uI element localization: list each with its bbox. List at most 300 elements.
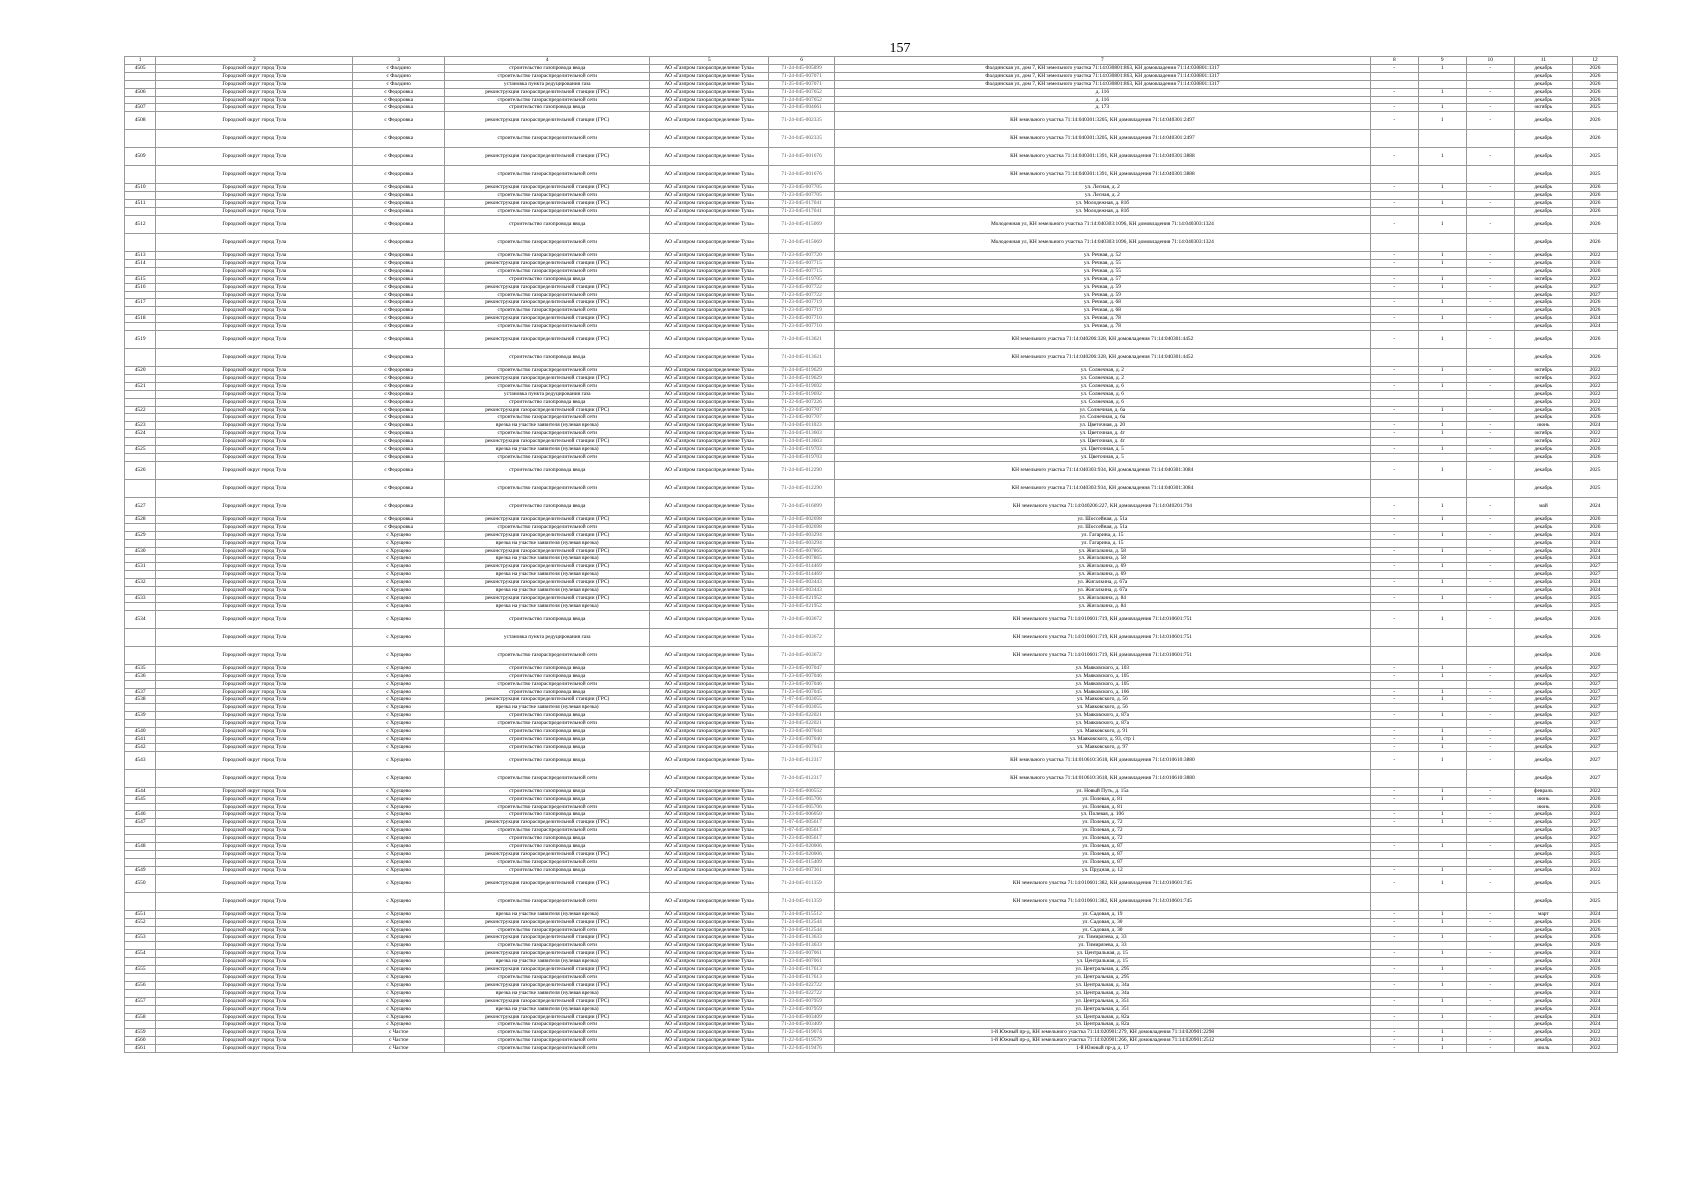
table-row (125, 942, 1618, 950)
address-cell: ул. Солнечная, д. 2 (834, 374, 1370, 382)
month-cell: декабрь (1514, 811, 1572, 819)
year-cell: 2027 (1573, 680, 1618, 688)
column-10-cell: - (1466, 112, 1514, 130)
address-cell: ул. Полевая, д. 72 (834, 827, 1370, 835)
table-row (125, 233, 1618, 251)
application-id-cell: 71-23-045-000552 (769, 787, 835, 795)
year-cell: 2022 (1573, 430, 1618, 438)
address-cell: ул. Цветочная, д. 5 (834, 454, 1370, 462)
row-number-cell (125, 539, 156, 547)
column-9-cell: 1 (1418, 515, 1466, 523)
settlement-cell: с Федоровка (353, 422, 445, 430)
organization-cell: АО «Газпром газораспределение Тула» (650, 299, 769, 307)
year-cell: 2024 (1573, 555, 1618, 563)
work-type-cell: строительство газопровода ввода (445, 743, 650, 751)
address-cell: ул. Тимирязева, д. 33 (834, 934, 1370, 942)
column-9-cell (1418, 349, 1466, 367)
settlement-cell: с Федоровка (353, 515, 445, 523)
month-cell: декабрь (1514, 704, 1572, 712)
application-id-cell: 71-23-045-007959 (769, 997, 835, 1005)
application-id-cell: 71-24-045-007652 (769, 96, 835, 104)
application-id-cell: 71-23-045-007044 (769, 728, 835, 736)
table-row (125, 479, 1618, 497)
application-id-cell: 71-24-045-003672 (769, 610, 835, 628)
row-number-cell (125, 438, 156, 446)
column-8-cell (1370, 720, 1418, 728)
settlement-cell: с Федоровка (353, 438, 445, 446)
settlement-cell: с Федоровка (353, 283, 445, 291)
district-cell: Городской округ город Тула (156, 874, 353, 892)
row-number-cell: 4550 (125, 874, 156, 892)
organization-cell: АО «Газпром газораспределение Тула» (650, 1029, 769, 1037)
work-type-cell: реконструкция газораспределительной станции (ГРС) (445, 283, 650, 291)
address-cell: ул. Речная, д. 78 (834, 315, 1370, 323)
row-number-cell: 4547 (125, 819, 156, 827)
column-9-cell: 1 (1418, 981, 1466, 989)
table-row (125, 851, 1618, 859)
column-9-cell (1418, 571, 1466, 579)
year-cell: 2025 (1573, 594, 1618, 602)
table-row (125, 918, 1618, 926)
row-number-cell: 4515 (125, 275, 156, 283)
column-8-cell: - (1370, 910, 1418, 918)
work-type-cell: строительство газопровода ввода (445, 215, 650, 233)
column-9-cell: 1 (1418, 406, 1466, 414)
application-id-cell: 71-24-045-013621 (769, 349, 835, 367)
district-cell: Городской округ город Тула (156, 555, 353, 563)
row-number-cell: 4516 (125, 283, 156, 291)
month-cell: декабрь (1514, 184, 1572, 192)
column-10-cell (1466, 307, 1514, 315)
table-row (125, 80, 1618, 88)
application-id-cell: 71-24-045-012290 (769, 479, 835, 497)
month-cell: декабрь (1514, 1037, 1572, 1045)
column-8-cell: - (1370, 728, 1418, 736)
column-10-cell (1466, 398, 1514, 406)
organization-cell: АО «Газпром газораспределение Тула» (650, 374, 769, 382)
district-cell: Городской округ город Тула (156, 610, 353, 628)
row-number-cell: 4528 (125, 515, 156, 523)
row-number-cell: 4555 (125, 966, 156, 974)
year-cell: 2022 (1573, 438, 1618, 446)
month-cell: декабрь (1514, 307, 1572, 315)
organization-cell: АО «Газпром газораспределение Тула» (650, 610, 769, 628)
column-9-cell: 1 (1418, 1013, 1466, 1021)
month-cell: декабрь (1514, 1005, 1572, 1013)
month-cell: декабрь (1514, 1021, 1572, 1029)
column-9-cell: 1 (1418, 610, 1466, 628)
work-type-cell: реконструкция газораспределительной станции (ГРС) (445, 299, 650, 307)
application-id-cell: 71-24-045-015069 (769, 215, 835, 233)
column-10-cell: - (1466, 446, 1514, 454)
address-cell: ул. Гагарина, д. 15 (834, 531, 1370, 539)
column-10-cell (1466, 851, 1514, 859)
district-cell: Городской округ город Тула (156, 664, 353, 672)
column-10-cell (1466, 166, 1514, 184)
work-type-cell: реконструкция газораспределительной станции (ГРС) (445, 981, 650, 989)
column-10-cell (1466, 892, 1514, 910)
column-8-cell: - (1370, 795, 1418, 803)
row-number-cell: 4508 (125, 112, 156, 130)
table-row (125, 367, 1618, 375)
work-type-cell: строительство газопровода ввода (445, 664, 650, 672)
district-cell: Городской округ город Тула (156, 989, 353, 997)
table-row (125, 454, 1618, 462)
year-cell: 2026 (1573, 184, 1618, 192)
district-cell: Городской округ город Тула (156, 523, 353, 531)
column-9-cell: 1 (1418, 104, 1466, 112)
year-cell: 2024 (1573, 950, 1618, 958)
column-9-cell: 1 (1418, 531, 1466, 539)
settlement-cell: с Федоровка (353, 479, 445, 497)
column-8-cell (1370, 390, 1418, 398)
row-number-cell: 4518 (125, 315, 156, 323)
month-cell: декабрь (1514, 148, 1572, 166)
work-type-cell: строительство газопровода ввода (445, 64, 650, 72)
table-row (125, 989, 1618, 997)
district-cell: Городской округ город Тула (156, 1045, 353, 1053)
settlement-cell: с Хрущево (353, 571, 445, 579)
column-10-cell: - (1466, 104, 1514, 112)
column-9-cell (1418, 973, 1466, 981)
column-8-cell (1370, 851, 1418, 859)
year-cell: 2025 (1573, 851, 1618, 859)
year-cell: 2026 (1573, 628, 1618, 646)
table-row (125, 406, 1618, 414)
year-cell: 2026 (1573, 130, 1618, 148)
column-10-cell: - (1466, 688, 1514, 696)
row-number-cell: 4517 (125, 299, 156, 307)
work-type-cell: строительство газопровода ввода (445, 751, 650, 769)
work-type-cell: строительство газопровода ввода (445, 811, 650, 819)
year-cell: 2027 (1573, 728, 1618, 736)
work-type-cell: строительство газораспределительной сети (445, 803, 650, 811)
settlement-cell: с Хрущево (353, 587, 445, 595)
column-8-cell: - (1370, 843, 1418, 851)
column-9-cell: 1 (1418, 112, 1466, 130)
row-number-cell (125, 414, 156, 422)
column-9-cell: 1 (1418, 1029, 1466, 1037)
organization-cell: АО «Газпром газораспределение Тула» (650, 215, 769, 233)
district-cell: Городской округ город Тула (156, 398, 353, 406)
row-number-cell: 4546 (125, 811, 156, 819)
column-9-cell: 1 (1418, 315, 1466, 323)
organization-cell: АО «Газпром газораспределение Тула» (650, 64, 769, 72)
work-type-cell: реконструкция газораспределительной станции (ГРС) (445, 934, 650, 942)
column-10-cell: - (1466, 215, 1514, 233)
row-number-cell (125, 769, 156, 787)
month-cell: декабрь (1514, 398, 1572, 406)
application-id-cell: 71-24-045-017613 (769, 966, 835, 974)
column-8-cell: - (1370, 751, 1418, 769)
month-cell: декабрь (1514, 200, 1572, 208)
row-number-cell (125, 571, 156, 579)
organization-cell: АО «Газпром газораспределение Тула» (650, 479, 769, 497)
row-number-cell (125, 323, 156, 331)
month-cell: декабрь (1514, 88, 1572, 96)
address-cell: ул. Садовая, д. 30 (834, 918, 1370, 926)
column-9-cell (1418, 646, 1466, 664)
application-id-cell: 71-23-045-019692 (769, 390, 835, 398)
month-cell: декабрь (1514, 251, 1572, 259)
district-cell: Городской округ город Тула (156, 858, 353, 866)
organization-cell: АО «Газпром газораспределение Тула» (650, 367, 769, 375)
row-number-cell (125, 555, 156, 563)
column-9-cell: 1 (1418, 866, 1466, 874)
address-cell: КН земельного участка 71:14:010601:382, КН домовладения 71:14:010601:745 (834, 892, 1370, 910)
table-row (125, 291, 1618, 299)
address-cell: ул. Полевая, д. 87 (834, 858, 1370, 866)
month-cell: декабрь (1514, 926, 1572, 934)
work-type-cell: реконструкция газораспределительной станции (ГРС) (445, 579, 650, 587)
column-9-cell (1418, 96, 1466, 104)
row-number-cell: 4561 (125, 1045, 156, 1053)
table-row (125, 610, 1618, 628)
work-type-cell: строительство газопровода ввода (445, 735, 650, 743)
column-10-cell: - (1466, 981, 1514, 989)
application-id-cell: 71-24-045-003409 (769, 1021, 835, 1029)
table-row (125, 430, 1618, 438)
column-10-cell (1466, 390, 1514, 398)
year-cell: 2026 (1573, 96, 1618, 104)
work-type-cell: реконструкция газораспределительной станции (ГРС) (445, 331, 650, 349)
work-type-cell: строительство газопровода ввода (445, 712, 650, 720)
organization-cell: АО «Газпром газораспределение Тула» (650, 398, 769, 406)
table-row (125, 1037, 1618, 1045)
settlement-cell: с Федоровка (353, 291, 445, 299)
settlement-cell: с Хрущево (353, 672, 445, 680)
year-cell: 2026 (1573, 233, 1618, 251)
column-9-cell (1418, 1005, 1466, 1013)
address-cell: ул. Центральная, д. 351 (834, 1005, 1370, 1013)
table-row (125, 966, 1618, 974)
address-cell: ул. Маяковского, д. 105 (834, 680, 1370, 688)
year-cell: 2026 (1573, 795, 1618, 803)
table-row (125, 72, 1618, 80)
row-number-cell: 4545 (125, 795, 156, 803)
district-cell: Городской округ город Тула (156, 803, 353, 811)
organization-cell: АО «Газпром газораспределение Тула» (650, 579, 769, 587)
organization-cell: АО «Газпром газораспределение Тула» (650, 743, 769, 751)
address-cell: ул. Маяковского, д. 97 (834, 743, 1370, 751)
work-type-cell: реконструкция газораспределительной станции (ГРС) (445, 696, 650, 704)
column-8-cell: - (1370, 735, 1418, 743)
row-number-cell (125, 96, 156, 104)
column-10-cell: - (1466, 422, 1514, 430)
organization-cell: АО «Газпром газораспределение Тула» (650, 539, 769, 547)
application-id-cell: 71-23-045-020006 (769, 843, 835, 851)
table-row (125, 414, 1618, 422)
year-cell: 2027 (1573, 827, 1618, 835)
address-cell: ул. Маяковского, д. 56 (834, 696, 1370, 704)
column-10-cell (1466, 571, 1514, 579)
month-cell: декабрь (1514, 531, 1572, 539)
work-type-cell: реконструкция газораспределительной станции (ГРС) (445, 1013, 650, 1021)
application-id-cell: 71-24-045-012290 (769, 461, 835, 479)
settlement-cell: с Хрущево (353, 1013, 445, 1021)
column-8-cell (1370, 323, 1418, 331)
column-10-cell (1466, 958, 1514, 966)
settlement-cell: с Хрущево (353, 646, 445, 664)
address-cell: ул. Речная, д. 55 (834, 259, 1370, 267)
column-8-cell: - (1370, 515, 1418, 523)
settlement-cell: с Хрущево (353, 680, 445, 688)
column-9-cell: 1 (1418, 497, 1466, 515)
settlement-cell: с Фалдино (353, 80, 445, 88)
application-id-cell: 71-23-045-005706 (769, 795, 835, 803)
row-number-cell: 4552 (125, 918, 156, 926)
year-cell: 2026 (1573, 259, 1618, 267)
column-10-cell: - (1466, 918, 1514, 926)
district-cell: Городской округ город Тула (156, 743, 353, 751)
district-cell: Городской округ город Тула (156, 728, 353, 736)
district-cell: Городской округ город Тула (156, 166, 353, 184)
work-type-cell: реконструкция газораспределительной станции (ГРС) (445, 997, 650, 1005)
column-9-cell (1418, 803, 1466, 811)
application-id-cell: 71-07-045-003055 (769, 704, 835, 712)
month-cell: декабрь (1514, 769, 1572, 787)
organization-cell: АО «Газпром газораспределение Тула» (650, 422, 769, 430)
column-9-cell: 1 (1418, 259, 1466, 267)
organization-cell: АО «Газпром газораспределение Тула» (650, 1021, 769, 1029)
year-cell: 2026 (1573, 973, 1618, 981)
settlement-cell: с Хрущево (353, 602, 445, 610)
organization-cell: АО «Газпром газораспределение Тула» (650, 628, 769, 646)
column-9-cell (1418, 208, 1466, 216)
application-id-cell: 71-07-045-005617 (769, 827, 835, 835)
row-number-cell (125, 192, 156, 200)
application-id-cell: 71-24-045-022722 (769, 981, 835, 989)
application-id-cell: 71-24-045-003443 (769, 579, 835, 587)
row-number-cell (125, 307, 156, 315)
organization-cell: АО «Газпром газораспределение Тула» (650, 307, 769, 315)
application-id-cell: 71-24-045-021952 (769, 602, 835, 610)
table-row (125, 680, 1618, 688)
district-cell: Городской округ город Тула (156, 104, 353, 112)
month-cell: декабрь (1514, 646, 1572, 664)
table-row (125, 438, 1618, 446)
district-cell: Городской округ город Тула (156, 1029, 353, 1037)
column-9-cell (1418, 80, 1466, 88)
year-cell: 2022 (1573, 811, 1618, 819)
column-8-cell (1370, 858, 1418, 866)
month-cell: декабрь (1514, 291, 1572, 299)
settlement-cell: с Хрущево (353, 981, 445, 989)
row-number-cell: 4538 (125, 696, 156, 704)
row-number-cell: 4527 (125, 497, 156, 515)
year-cell: 2025 (1573, 479, 1618, 497)
row-number-cell: 4535 (125, 664, 156, 672)
column-header-6: 6 (769, 57, 835, 65)
column-9-cell: 1 (1418, 819, 1466, 827)
application-id-cell: 71-23-045-007040 (769, 735, 835, 743)
month-cell: декабрь (1514, 166, 1572, 184)
month-cell: декабрь (1514, 259, 1572, 267)
row-number-cell: 4511 (125, 200, 156, 208)
table-row (125, 215, 1618, 233)
organization-cell: АО «Газпром газораспределение Тула» (650, 96, 769, 104)
table-row (125, 704, 1618, 712)
column-8-cell (1370, 307, 1418, 315)
district-cell: Городской округ город Тула (156, 866, 353, 874)
application-id-cell: 71-23-045-007361 (769, 866, 835, 874)
application-id-cell: 71-23-045-007720 (769, 251, 835, 259)
row-number-cell (125, 72, 156, 80)
district-cell: Городской округ город Тула (156, 148, 353, 166)
work-type-cell: строительство газораспределительной сети (445, 942, 650, 950)
row-number-cell (125, 646, 156, 664)
row-number-cell: 4558 (125, 1013, 156, 1021)
month-cell: декабрь (1514, 446, 1572, 454)
address-cell: ул. Центральная, д. 82а (834, 1013, 1370, 1021)
month-cell: декабрь (1514, 866, 1572, 874)
month-cell: декабрь (1514, 192, 1572, 200)
year-cell: 2024 (1573, 958, 1618, 966)
settlement-cell: с Федоровка (353, 200, 445, 208)
address-cell: ул. Солнечная, д. 6а (834, 406, 1370, 414)
address-cell: КН земельного участка 71:14:040301:3205, КН домовладения 71:14:040301:2497 (834, 130, 1370, 148)
column-8-cell (1370, 827, 1418, 835)
column-8-cell (1370, 989, 1418, 997)
address-cell: ул. Маяковского, д. 93, стр 1 (834, 735, 1370, 743)
column-10-cell (1466, 349, 1514, 367)
column-9-cell: 1 (1418, 664, 1466, 672)
table-row (125, 390, 1618, 398)
year-cell: 2026 (1573, 966, 1618, 974)
work-type-cell: строительство газопровода ввода (445, 728, 650, 736)
month-cell: октябрь (1514, 275, 1572, 283)
address-cell: ул. Центральная, д. 34а (834, 989, 1370, 997)
address-cell: д. 116 (834, 96, 1370, 104)
work-type-cell: установка пункта редуцирования газа (445, 390, 650, 398)
year-cell: 2026 (1573, 926, 1618, 934)
column-8-cell (1370, 973, 1418, 981)
month-cell: декабрь (1514, 515, 1572, 523)
row-number-cell (125, 602, 156, 610)
table-row (125, 200, 1618, 208)
row-number-cell: 4548 (125, 843, 156, 851)
column-10-cell (1466, 291, 1514, 299)
table-row (125, 910, 1618, 918)
year-cell: 2027 (1573, 664, 1618, 672)
month-cell: декабрь (1514, 966, 1572, 974)
application-id-cell: 71-23-045-007722 (769, 291, 835, 299)
work-type-cell: реконструкция газораспределительной станции (ГРС) (445, 374, 650, 382)
settlement-cell: с Хрущево (353, 735, 445, 743)
column-9-cell (1418, 704, 1466, 712)
address-cell: ул. Речная, д. 68 (834, 307, 1370, 315)
year-cell: 2025 (1573, 843, 1618, 851)
row-number-cell: 4534 (125, 610, 156, 628)
table-row (125, 523, 1618, 531)
month-cell: декабрь (1514, 571, 1572, 579)
column-9-cell (1418, 587, 1466, 595)
column-10-cell: - (1466, 866, 1514, 874)
year-cell: 2024 (1573, 981, 1618, 989)
row-number-cell: 4520 (125, 367, 156, 375)
column-8-cell (1370, 587, 1418, 595)
column-9-cell: 1 (1418, 910, 1466, 918)
address-cell: ул. Полевая, д. 81 (834, 803, 1370, 811)
month-cell: декабрь (1514, 233, 1572, 251)
column-8-cell: - (1370, 422, 1418, 430)
application-id-cell: 71-24-045-001676 (769, 166, 835, 184)
table-row (125, 787, 1618, 795)
year-cell: 2024 (1573, 1005, 1618, 1013)
address-cell: ул. Жигалкина, д. 58 (834, 547, 1370, 555)
district-cell: Городской округ город Тула (156, 422, 353, 430)
organization-cell: АО «Газпром газораспределение Тула» (650, 874, 769, 892)
